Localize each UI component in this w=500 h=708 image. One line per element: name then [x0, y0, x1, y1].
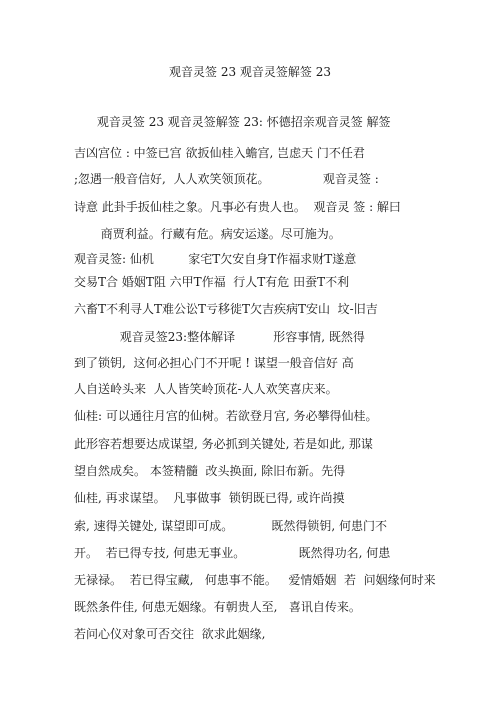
text-line: 到了锁钥, 这何必担心门不开呢 ! 谋望一般音信好 高	[74, 356, 354, 370]
document-title: 观音灵签 23 观音灵签解签 23	[169, 65, 331, 79]
text-line: 观音灵签: 仙机 家宅T欠安自身T作福求财T遂意	[74, 252, 357, 266]
text-line: 仙桂, 再求谋望。 凡事做事 锁钥既已得, 或许尚摸	[74, 491, 345, 505]
text-line: 索, 速得关键处, 谋望即可成。 既然得锁钥, 何患门不	[74, 519, 388, 533]
text-line: ;忽遇一般音信好, 人人欢笑领顶花。 观音灵签 :	[74, 172, 379, 186]
text-line: 交易T合 婚姻T阻 六甲T作福 行人T有危 田蚕T不利	[74, 275, 350, 289]
text-line: 诗意 此卦手扳仙桂之象。凡事必有贵人也。 观音灵 签 : 解曰	[74, 200, 401, 214]
text-line: 望自然成矣。 本签精髓 改头换面, 除旧布新。先得	[74, 464, 346, 478]
text-line: 既然条件佳, 何患无姻缘。有朝贵人至, 喜讯自传来。	[74, 600, 361, 614]
text-line: 无禄禄。 若已得宝藏, 何患事不能。 爱情婚姻 若 问姻缘何时来	[74, 573, 436, 587]
text-line: 观音灵签23:整体解译 形容事情, 既然得	[74, 330, 365, 344]
text-line: 此形容若想要达成谋望, 务必抓到关键处, 若是如此, 那谋	[74, 437, 373, 451]
text-line: 观音灵签 23 观音灵签解签 23: 怀德招亲观音灵签 解签	[74, 115, 391, 129]
text-line: 商贾利益。行藏有危。病安运遂。尽可施为。	[74, 227, 341, 241]
text-line: 人自送岭头来 人人皆笑岭顶花-人人欢笑喜庆来。	[74, 382, 338, 396]
text-line: 吉凶宫位 : 中签已宫 欲扳仙桂入蟾宫, 岂虑天 门不任君	[74, 146, 365, 160]
text-line: 若问心仪对象可否交往 欲求此姻缘,	[74, 627, 266, 641]
text-line: 开。 若已得专技, 何患无事业。 既然得功名, 何患	[74, 546, 391, 560]
text-line: 六畜T不利寻人T难公讼T亏移徙T欠吉疾病T安山 坟-旧吉	[74, 302, 378, 316]
text-line: 仙桂: 可以通往月宫的仙树。若欲登月宫, 务必攀得仙桂。	[74, 409, 378, 423]
